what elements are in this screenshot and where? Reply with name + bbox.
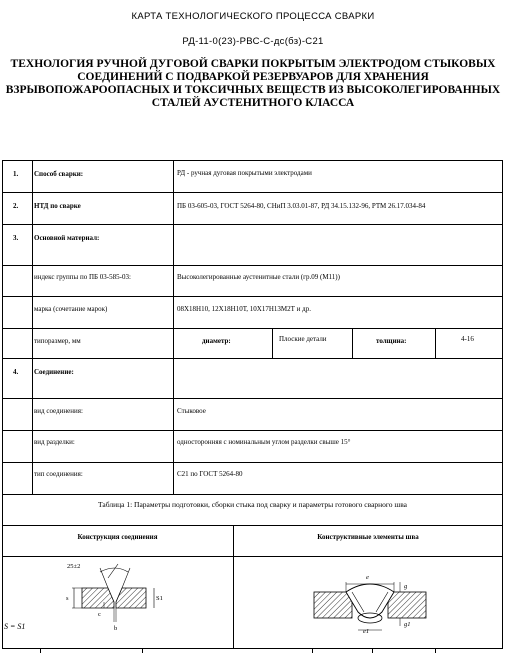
title-line: СОЕДИНЕНИЙ С ПОДВАРКОЙ РЕЗЕРВУАРОВ ДЛЯ ХРАНЕНИЯ [77,71,429,83]
ntd-value: ПБ 03-605-03, ГОСТ 5264-80, СНиП 3.03.01-87, РД 34.15.132-96, РТМ 26.17.034-84 [177,202,426,210]
title-line: СТАЛЕЙ АУСТЕНИТНОГО КЛАССА [151,97,355,109]
joint-kind-value: Стыковое [177,407,206,415]
row-number: 4. [13,368,19,376]
groove-value: односторонняя с номинальным углом разделки свыше 15° [177,438,351,446]
size-label: типоразмер, мм [34,337,81,345]
ntd-label: НТД по сварке [34,202,81,210]
groove-label: вид разделки: [34,438,75,446]
root-reinforcement-mark: g1 [404,621,411,628]
table1-caption: Таблица 1: Параметры подготовки, сборки стыка под сварку и параметры готового сварного шва [98,500,407,509]
diameter-label: диаметр: [202,337,231,345]
row-number: 2. [13,202,19,210]
joint-label: Соединение: [34,368,74,376]
group-index-label: индекс группы по ПБ 03-585-03: [34,273,131,281]
weld-elements-drawing [310,562,430,642]
document-code: РД-11-0(23)-РВС-С-дс(бз)-С21 [182,36,324,47]
root-face-mark: c [98,611,101,618]
thickness-mark: s [66,595,69,602]
weld-width-mark: e [366,574,369,581]
joint-type-label: тип соединения: [34,470,83,478]
thickness-label: толщина: [376,337,407,345]
root-width-mark: e1 [363,628,370,635]
thickness-value: 4-16 [461,335,474,343]
gap-mark: b [114,625,118,632]
document-title [4,58,502,110]
welding-method-value: РД - ручная дуговая покрытыми электродами [177,169,312,177]
row-number: 3. [13,234,19,242]
row-number: 1. [13,170,19,178]
title-line: ТЕХНОЛОГИЯ РУЧНОЙ ДУГОВОЙ СВАРКИ ПОКРЫТЫМ ЭЛЕКТРОДОМ СТЫКОВЫХ [10,58,496,70]
base-material-label: Основной материал: [34,234,100,242]
groove-angle-label: 25±2 [67,563,81,570]
reinforcement-mark: g [404,583,408,590]
weld-elements-header: Конструктивные элементы шва [317,533,419,541]
joint-type-value: С21 по ГОСТ 5264-80 [177,470,243,478]
joint-design-header: Конструкция соединения [77,533,158,541]
thickness-mark: S1 [156,595,163,602]
title-line: ВЗРЫВОПОЖАРООПАСНЫХ И ТОКСИЧНЫХ ВЕЩЕСТВ ИЗ ВЫСОКОЛЕГИРОВАННЫХ [5,84,501,96]
thickness-formula: S = S1 [4,622,26,631]
joint-kind-label: вид соединения: [34,407,83,415]
steel-grade-label: марка (сочетание марок) [34,305,108,313]
welding-method-label: Способ сварки: [34,170,84,178]
steel-grade-value: 08Х18Н10, 12Х18Н10Т, 10Х17Н13М2Т и др. [177,305,311,313]
diameter-value: Плоские детали [279,335,327,343]
group-index-value: Высоколегированные аустенитные стали (гр.09 (М11)) [177,273,340,281]
card-title: КАРТА ТЕХНОЛОГИЧЕСКОГО ПРОЦЕССА СВАРКИ [131,11,375,22]
